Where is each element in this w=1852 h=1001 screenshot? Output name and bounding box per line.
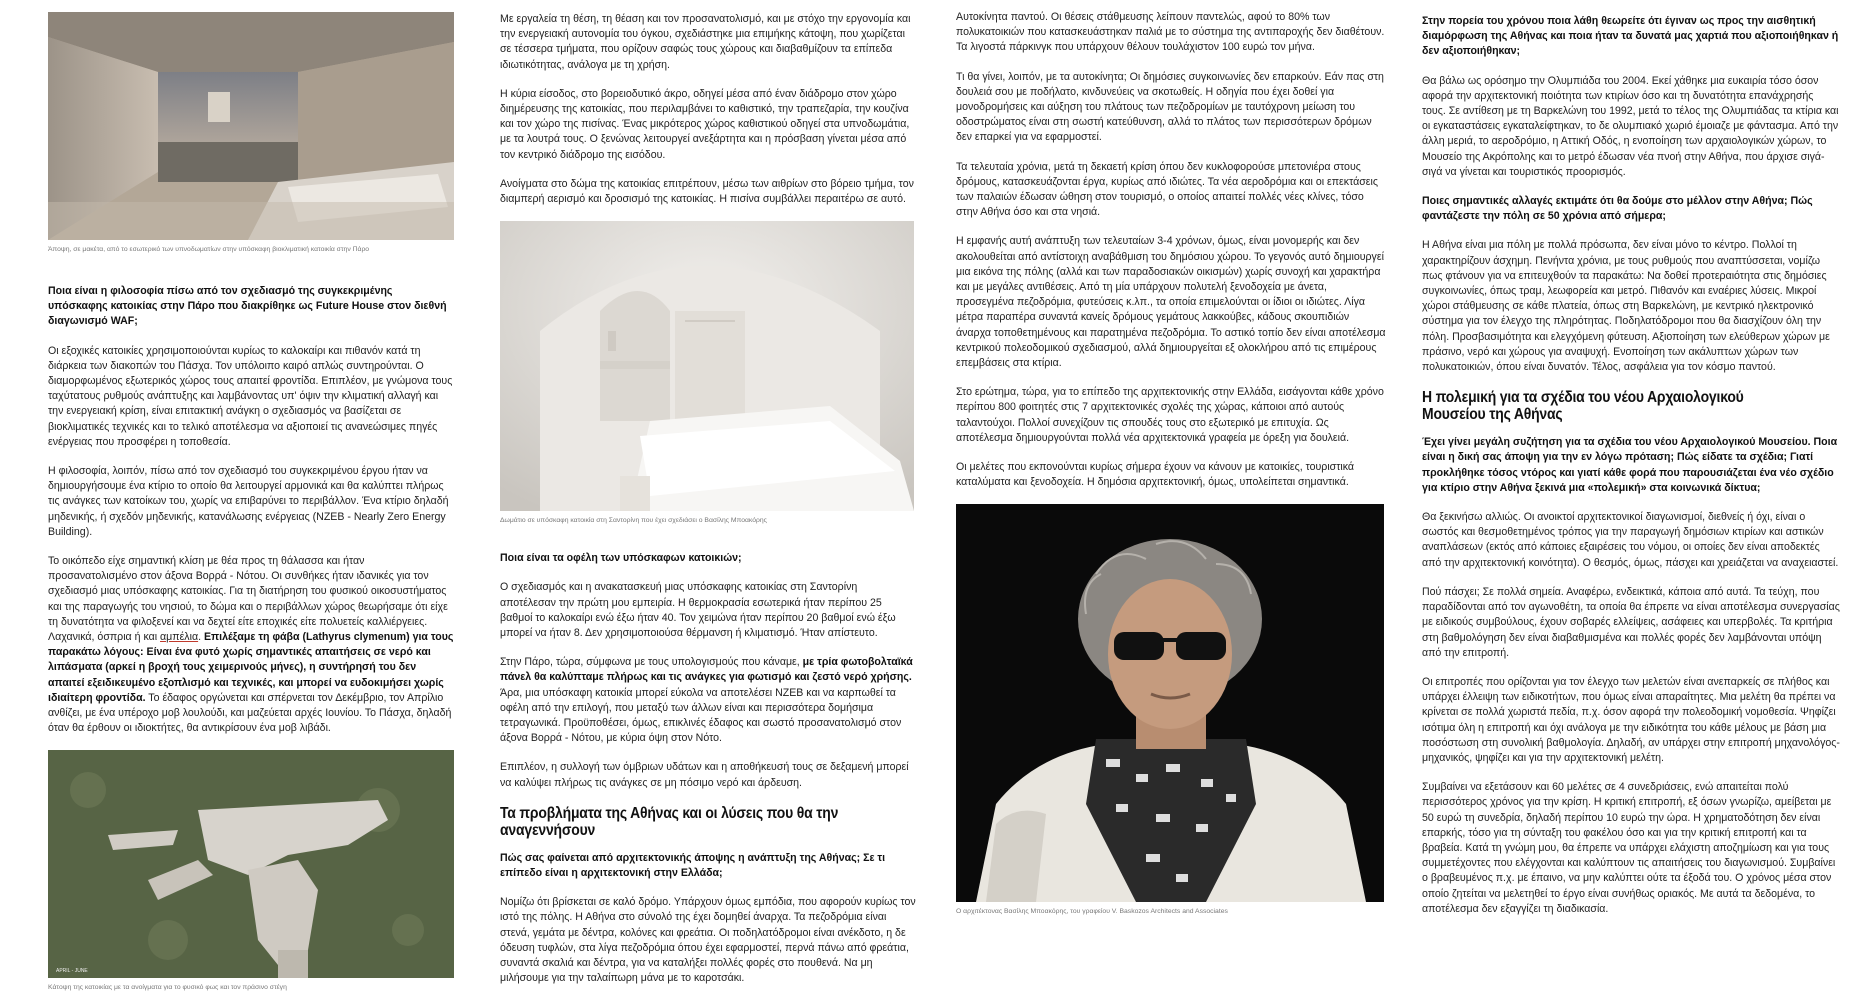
image-caption: Άποψη, σε μακέτα, από το εσωτερικό των υπνοδωματίων στην υπόσκαφη βιοκλιματική κατοικία στην Πάρο	[48, 246, 370, 253]
interview-question: Ποια είναι τα οφέλη των υπόσκαφων κατοικιών;	[500, 552, 742, 565]
paragraph: Συμβαίνει να εξετάσουν και 60 μελέτες σε 4 συνεδριάσεις, ενώ απαιτείται πολύ περισσότερος χρόνος για την κρίση. Η κριτική επιτροπή, εξ όσων γνωρίζω, αμείβεται με 50 ευρώ τη συνεδρία, δηλαδή περίπου 10 ευρώ την ώρα. Η χρηματοδότηση δεν είναι επαρκής, τόσο για τη σύνταξη του φακέλου όσο και για την κριτική επιτροπή και τα βραβεία. Κατά τη γνώμη μου, θα έπρεπε να υπάρχει ελάχιστη αποζημίωση και για τους συμμετέχοντες που ελέγχονται και καλύπτουν τις απαιτήσεις του διαγωνισμού. Συμβαίνει ο βραβευμένος π.χ. με έπαινο, να μην καλύπτει ούτε τα έξοδά του. Ο χρόνος μέσα στον οποίο ζητείται να μελετηθεί το έργο είναι συνήθως οριακός. Με αυτά τα δεδομένα, το αποτέλεσμα δεν εξαγγίζει τη διαδικασία.	[1422, 781, 1836, 915]
article-column-2	[500, 0, 916, 1001]
paragraph: Η φιλοσοφία, λοιπόν, πίσω από τον σχεδιασμό του συγκεκριμένου έργου ήταν να δημιουργήσουμε ένα κτίριο το οποίο θα λειτουργεί αρμονικά και θα καλύπτει πλήρως τις ανάγκες των κατοίκων του, χωρίς να επιβαρύνει το περιβάλλον. Ένα κτίριο δηλαδή μηδενικής, ή σχεδόν μηδενικής, κατανάλωσης ενέργειας (NZEB - Nearly Zero Energy Building).	[48, 465, 449, 538]
floor-plan-image	[48, 750, 454, 978]
interview-question: Πώς σας φαίνεται από αρχιτεκτονικής άποψης η ανάπτυξη της Αθήνας; Σε τι επίπεδο είναι η αρχιτεκτονική στην Ελλάδα;	[500, 851, 886, 880]
paragraph: Η κύρια είσοδος, στο βορειοδυτικό άκρο, οδηγεί μέσα από έναν διάδρομο στον χώρο διημέρευσης της κατοικίας, που περιλαμβάνει το καθιστικό, την τραπεζαρία, την κουζίνα και τον χώρο της πισίνας. Ένας μικρότερος χώρος καθιστικού οδηγεί στα υπνοδωμάτια, με τα λουτρά τους. Ο ξενώνας λειτουργεί ανεξάρτητα και η πρόσβαση γίνεται μέσα από τον κεντρικό διάδρομο της εισόδου.	[500, 87, 910, 161]
paragraph: Στο ερώτημα, τώρα, για το επίπεδο της αρχιτεκτονικής στην Ελλάδα, εισάγονται κάθε χρόνο περίπου 800 φοιτητές στις 7 αρχιτεκτονικές σχολές της χώρας, κάποιοι από αυτούς ταλαντούχοι. Πολλοί συνεχίζουν τις σπουδές τους στο εξωτερικό με επιτυχία. Ως αποτέλεσμα δημιουργούνται πολλά νέα αρχιτεκτονικά γραφεία με όρεξη για δουλειά.	[956, 386, 1384, 444]
paragraph: Επιπλέον, η συλλογή των όμβριων υδάτων και η αποθήκευσή τους σε δεξαμενή μπορεί να καλύψει πλήρως τις ανάγκες σε μη πόσιμο νερό και άρδευση.	[500, 761, 909, 789]
santorini-room-image	[500, 221, 914, 511]
image-caption: Κάτοψη της κατοικίας με τα ανοίγματα για το φυσικό φως και τον πράσινο στέγη	[48, 984, 287, 992]
paragraph: Νομίζω ότι βρίσκεται σε καλό δρόμο. Υπάρχουν όμως εμπόδια, που αφορούν κυρίως τον ιστό της πόλης. Η Αθήνα στο σύνολό της έχει δομηθεί άναρχα. Τα πεζοδρόμια είναι στενά, γεμάτα με δέντρα, κολόνες και φρεάτια. Οι ποδηλατόδρομοι είναι ανέκδοτο, η δε όδευση τυφλών, στα λίγα πεζοδρόμια όπου έχει εφαρμοστεί, περνά πάνω από φρεάτια, συναντά σκαλιά και δέντρα, για να καταλήξει πολλές φορές στο πουθενά. Να μη μιλήσουμε για την ταλαίπωρη μάνα με το καροτσάκι.	[500, 896, 916, 985]
architect-portrait-image	[956, 504, 1384, 902]
paragraph: Η εμφανής αυτή ανάπτυξη των τελευταίων 3-4 χρόνων, όμως, είναι μονομερής και δεν ακολουθείται από αντίστοιχη αναβάθμιση του δημόσιου χώρου. Το γεγονός αυτό δημιουργεί μια εικόνα της πόλης (αλλά και των παραδοσιακών οικισμών) χωρίς συνοχή και χαρακτήρα και με μεγάλες αντιθέσεις. Από τη μία υπάρχουν πολυτελή ξενοδοχεία με άνετα, προσεγμένα πεζοδρόμια, φυτεύσεις κ.λπ., τα οποία επιμελούνται οι ίδιοι οι ιδιώτες. Λίγα μέτρα παραπέρα συναντά κανείς δρόμους γεμάτους λακκούβες, κάδους σκουπιδιών άναρχα τοποθετημένους και παρατημένα πεζοδρόμια. Το αστικό τοπίο δεν είναι αποτέλεσμα κεντρικού πολεοδομικού σχεδιασμού, αλλά δημιουργείται εξ ολοκλήρου από τις επιμέρους επεμβάσεις στα κτίρια.	[956, 235, 1386, 370]
article-column-1	[48, 0, 454, 992]
paragraph: Η Αθήνα είναι μια πόλη με πολλά πρόσωπα, δεν είναι μόνο το κέντρο. Πολλοί τη χαρακτηρίζουν άσχημη. Πενήντα χρόνια, με τους ρυθμούς που αναπτύσσεται, νομίζω πως φτάνουν για να επιτευχθούν τα παρακάτω: Να δοθεί προτεραιότητα στις δημόσιες συγκοινωνίες, όπως τραμ, λεωφορεία και μετρό. Πιθανόν και εναέριες λύσεις. Μικροί χώροι στάθμευσης σε κάθε πλατεία, όπως στη Βαρκελώνη, με κεντρικό ηλεκτρονικό σύστημα για τον έλεγχο της πληρότητας. Ποδηλατόδρομοι που θα διασχίζουν όλη την πόλη. Προσβασιμότητα και ελεγχόμενη φύτευση. Αξιοποίηση των ελεύθερων χώρων με πράσινο, νερό και χώρους για αναψυχή. Ενοποίηση των ακάλυπτων χώρων των πολυκατοικιών, όπου είναι δυνατόν. Τέλος, ασφάλεια για τον κόσμο παντού.	[1422, 239, 1830, 374]
paragraph: Τα τελευταία χρόνια, μετά τη δεκαετή κρίση όπου δεν κυκλοφορούσε μπετονιέρα στους δρόμους, κατασκευάζονται έργα, κυρίως από ιδιώτες. Τα νέα αεροδρόμια και οι επεκτάσεις των παλαιών έδωσαν ώθηση στον τουρισμό, ο οποίος απαιτεί πολλές νέες κλίνες, τόσο στην Αθήνα όσο και στα νησιά.	[956, 160, 1378, 219]
interview-question: Έχει γίνει μεγάλη συζήτηση για τα σχέδια του νέου Αρχαιολογικού Μουσείου. Ποια είναι η δική σας άποψη για την εν λόγω πρόταση; Πώς είδατε τα σχέδια; Γιατί προκλήθηκε τόσος ντόρος και γιατί κάθε φορά που παρουσιάζεται ένα νέο σχέδιο για κτίριο στην Αθήνα ξεκινά μια «πολεμική» στα κοινωνικά δίκτυα;	[1422, 436, 1838, 494]
paragraph: Τι θα γίνει, λοιπόν, με τα αυτοκίνητα; Οι δημόσιες συγκοινωνίες δεν επαρκούν. Εάν πας στη δουλειά σου με ποδήλατο, κινδυνεύεις να σκοτωθείς. Η οδηγία που έχει δοθεί για μονοδρομήσεις και αύξηση του πλάτους των πεζοδρομίων με ταυτόχρονη μείωση του οδοστρώματος είναι στη σωστή κατεύθυνση, αλλά το πλάτος των περισσότερων δρόμων δεν επαρκεί για να εφαρμοστεί.	[956, 70, 1384, 144]
interview-question: Στην πορεία του χρόνου ποια λάθη θεωρείτε ότι έγιναν ως προς την αισθητική διαμόρφωση της Αθήνας και ποια ήταν τα δυνατά μας χαρτιά που αξιοποιήθηκαν ή δεν αξιοποιήθηκαν;	[1422, 15, 1839, 58]
paragraph: Οι εξοχικές κατοικίες χρησιμοποιούνται κυρίως το καλοκαίρι και πιθανόν κατά τη διάρκεια των διακοπών του Πάσχα. Τον υπόλοιπο καιρό απλώς συντηρούνται. Ο διαμορφωμένος εξωτερικός χώρος τους απαιτεί φροντίδα. Επιπλέον, με γνώμονα τους ταχύτατους ρυθμούς ανάπτυξης και λαμβάνοντας υπ' όψιν την κλιματική αλλαγή και την ενεργειακή κρίση, είναι επιτακτική ανάγκη ο σχεδιασμός να βασίζεται σε βιοκλιματικές τεχνικές και το τελικό αποτέλεσμα να αξιοποιεί τις ανανεώσιμες πηγές ενέργειας που προσφέρει η τοποθεσία.	[48, 344, 453, 448]
image-caption: Ο αρχιτέκτονας Βασίλης Μποακόρης, του γραφείου V. Baskozos Architects and Associates	[956, 908, 1228, 916]
paragraph: Πού πάσχει; Σε πολλά σημεία. Αναφέρω, ενδεικτικά, κάποια από αυτά. Τα τεύχη, που παραδίδονται από τον αγωνοθέτη, τα οποία θα έπρεπε να είναι αποτέλεσμα συνεργασίας με ειδικούς συμβούλους, έχουν σοβαρές ελλείψεις, ασάφειες και υπερβολές. Τα κριτήρια στη βαθμολόγηση δεν είναι διαβαθμισμένα και πολλές φορές δεν λαμβάνονται υπόψη από την επιτροπή.	[1422, 585, 1840, 659]
interview-question: Ποια είναι η φιλοσοφία πίσω από τον σχεδιασμό της συγκεκριμένης υπόσκαφης κατοικίας στην Πάρο που διακρίθηκε ως Future House στον διεθνή διαγωνισμό WAF;	[48, 285, 447, 328]
article-column-3	[956, 0, 1386, 916]
paragraph: Το οικόπεδο είχε σημαντική κλίση με θέα προς τη θάλασσα και ήταν προσανατολισμένο στον άξονα Βορρά - Νότου. Οι συνθήκες ήταν ιδανικές για τον σχεδιασμό μιας υπόσκαφης κατοικίας. Για τη διατήρηση του φυσικού οικοσυστήματος και της παραγωγής του νησιού, το δώμα και ο περιβάλλων χώρος θεωρήσαμε ότι είχε τη δυνατότητα να φιλοξενεί και να δεχτεί είτε εποχικές είτε πολυετείς καλλιέργειες. Λαχανικά, όσπρια ή και αμπέλια. Επιλέξαμε τη φάβα (Lathyrus clymenum) για τους παρακάτω λόγους: Είναι ένα φυτό χωρίς σημαντικές απαιτήσεις σε νερό και λιπάσματα (αρκεί η βροχή τους χειμερινούς μήνες), η συντήρησή του δεν απαιτεί εξειδικευμένο εξοπλισμό και τεχνικές, και μπορεί να ευδοκιμήσει χωρίς ιδιαίτερη φροντίδα. Το έδαφος οργώνεται και σπέρνεται τον Δεκέμβριο, τον Απρίλιο ανθίζει, με ένα υπέροχο μοβ λουλούδι, και μαζεύεται αρχές Ιουνίου. Το Πάσχα, δηλαδή όταν θα έρθουν οι ιδιοκτήτες, θα αντικρίσουν ένα μοβ λιβάδι.	[48, 555, 454, 735]
paragraph: Οι μελέτες που εκπονούνται κυρίως σήμερα έχουν να κάνουν με κατοικίες, τουριστικά καταλύματα και ξενοδοχεία. Η δημόσια αρχιτεκτονική, όμως, υπολείπεται σημαντικά.	[956, 461, 1355, 489]
interview-question: Ποιες σημαντικές αλλαγές εκτιμάτε ότι θα δούμε στο μέλλον στην Αθήνα; Πώς φαντάζεστε την πόλη σε 50 χρόνια από σήμερα;	[1422, 195, 1813, 223]
paragraph: Ο σχεδιασμός και η ανακατασκευή μιας υπόσκαφης κατοικίας στη Σαντορίνη αποτέλεσαν την πρώτη μου εμπειρία. Η θερμοκρασία εσωτερικά ήταν περίπου 25 βαθμοί το καλοκαίρι ενώ έξω ήταν 40. Τον χειμώνα ήταν περίπου 20 βαθμοί ενώ έξω μπορεί να ήταν 8. Δεν χρησιμοποιούσα θέρμανση ή κλιματισμό. Ήταν απίστευτο.	[500, 581, 896, 640]
paragraph: Θα ξεκινήσω αλλιώς. Οι ανοικτοί αρχιτεκτονικοί διαγωνισμοί, διεθνείς ή όχι, είναι ο σωστός και θεσμοθετημένος τρόπος για την παραγωγή δημόσιων κτιρίων και αστικών αναπλάσεων (εκτός από κάποιες εξαιρέσεις του νόμου, οι οποίες δεν είναι αποδεκτές από την αρχιτεκτονική κοινότητα). Ο θεσμός, όμως, πάσχει και χρειάζεται να αναχειαστεί.	[1422, 511, 1839, 569]
section-heading: Τα προβλήματα της Αθήνας και οι λύσεις που θα την αναγεννήσουν	[500, 804, 839, 839]
paragraph: Αυτοκίνητα παντού. Οι θέσεις στάθμευσης λείπουν παντελώς, αφού το 80% των πολυκατοικιών που κατασκευάστηκαν παλιά με το σύστημα της αντιπαροχής δεν διαθέτουν. Τα λιγοστά πάρκινγκ που υπάρχουν θέλουν τουλάχιστον 100 ευρώ τον μήνα.	[956, 11, 1385, 54]
vineyards-link[interactable]: αμπέλια	[160, 631, 199, 644]
paragraph: Με εργαλεία τη θέση, τη θέαση και τον προσανατολισμό, και με στόχο την εργονομία και την ενεργειακή αυτονομία του όγκου, σχεδιάστηκε μια επιμήκης κάτοψη, που χωρίζεται σε τέσσερα τμήματα, που ορίζουν σαφώς τους χώρους και διαβαθμίζουν τα επίπεδα ιδιωτικότητας, ανάλογα με τη χρήση.	[500, 13, 911, 71]
section-heading: Η πολεμική για τα σχέδια του νέου Αρχαιολογικού Μουσείου της Αθήνας	[1422, 389, 1744, 424]
bedroom-render-image	[48, 12, 454, 240]
article-column-4	[1422, 0, 1840, 931]
image-caption: Δωμάτιο σε υπόσκαφη κατοικία στη Σαντορίνη που έχει σχεδιάσει ο Βασίλης Μποακόρης	[500, 517, 767, 525]
plan-label: APRIL - JUNE	[56, 968, 88, 975]
paragraph: Θα βάλω ως ορόσημο την Ολυμπιάδα του 2004. Εκεί χάθηκε μια ευκαιρία τόσο όσον αφορά την αρχιτεκτονική ποιότητα των κτιρίων όσο και τη δυνατότητα επανάχρησής τους. Σε αντίθεση με τη Βαρκελώνη του 1992, μετά το τέλος της Ολυμπιάδας τα κτίρια και οι εγκαταστάσεις εγκαταλείφτηκαν, το δε ολυμπιακό χωριό έμοιαζε με φάντασμα. Από την άλλη μεριά, το αεροδρόμιο, η Αττική Οδός, η ενοποίηση των αρχαιολογικών χώρων, το Μουσείο της Ακρόπολης και το μετρό έδωσαν νέα πνοή στην Αθήνα, που άρχισε σιγά-σιγά να γίνεται και τουριστικός προορισμός.	[1422, 74, 1839, 178]
paragraph: Οι επιτροπές που ορίζονται για τον έλεγχο των μελετών είναι ανεπαρκείς σε πλήθος και υπάρχει έλλειψη των ειδικοτήτων, που όμως είναι απαραίτητες. Μια μελέτη θα πρέπει να κρίνεται σε πολλά χωριστά πεδία, π.χ. όσον αφορά την πολεοδομική νομοθεσία. Ψηφίζει ισότιμα όλη η επιτροπή και όχι ανάλογα με την ειδικότητα του κάθε μέλους με βάση μια ποσόστωση στη συνολική βαθμολογία. Δηλαδή, αν υπάρχει στην επιτροπή μηχανολόγος-μηχανικός, ψηφίζει και για την αρχιτεκτονική μελέτη.	[1422, 675, 1840, 764]
paragraph: Στην Πάρο, τώρα, σύμφωνα με τους υπολογισμούς που κάναμε, με τρία φωτοβολταϊκά πάνελ θα καλύπταμε πλήρως και τις ανάγκες για φωτισμό και ζεστό νερό χρήσης. Άρα, μια υπόσκαφη κατοικία μπορεί εύκολα να αποτελέσει NZEB και να καρπωθεί τα οφέλη από την επιλογή, που μεταξύ των άλλων είναι και περισσότερα δομήσιμα τετραγωνικά. Προϋποθέσει, όμως, επικλινές έδαφος και σωστό προσανατολισμό στον άξονα Βορρά - Νότου, με κύρια όψη στον Νότο.	[500, 656, 913, 745]
paragraph: Ανοίγματα στο δώμα της κατοικίας επιτρέπουν, μέσω των αιθρίων στο βόρειο τμήμα, τον διαμπερή αερισμό και δροσισμό της κατοικίας. Η πισίνα συμβάλλει περαιτέρω σε αυτό.	[500, 177, 914, 206]
